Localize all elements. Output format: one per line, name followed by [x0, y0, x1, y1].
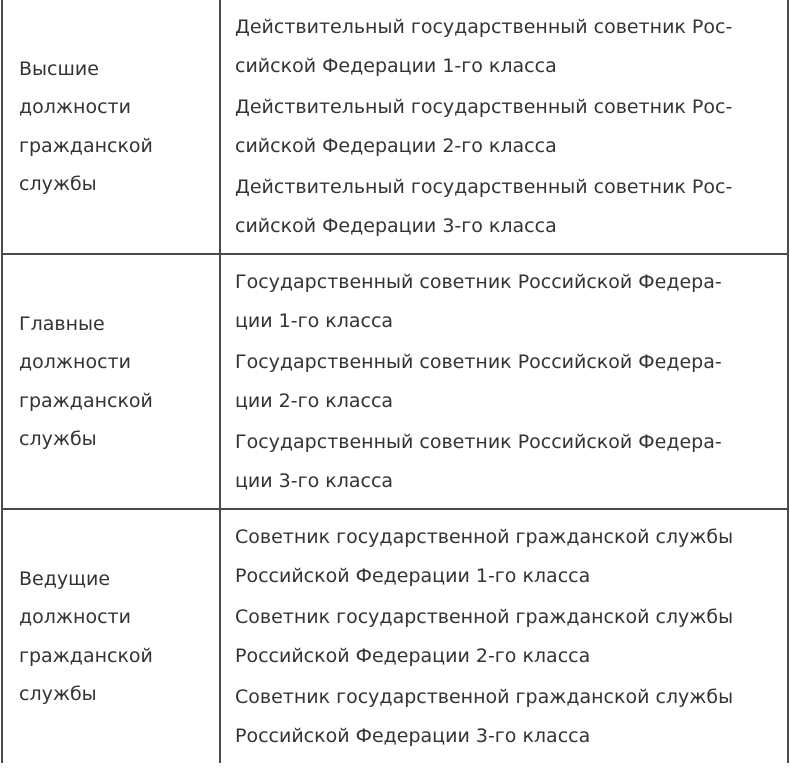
class-rank-line: Советник государственной гражданской службы [235, 526, 734, 548]
class-rank-item [235, 263, 787, 340]
class-rank-line: Российской Федерации 1-го класса [235, 564, 591, 587]
class-rank-item [235, 423, 787, 500]
class-rank-item [235, 168, 787, 245]
category-line: службы [19, 428, 97, 450]
position-category-cell [2, 254, 220, 509]
category-line: службы [19, 683, 97, 705]
class-rank-line: Действительный государственный советник Рос- [235, 176, 733, 198]
class-ranks-cell [220, 509, 788, 763]
category-line: гражданской [19, 389, 153, 412]
class-ranks-cell [220, 254, 788, 509]
class-ranks-cell [220, 0, 788, 254]
class-rank-line: ции 2-го класса [235, 389, 394, 412]
category-line: должности [19, 96, 131, 118]
category-line: должности [19, 351, 131, 373]
category-line: Ведущие [19, 567, 111, 590]
class-rank-line: Российской Федерации 3-го класса [235, 724, 591, 747]
class-rank-item [235, 678, 787, 755]
position-category-cell [2, 509, 220, 763]
class-rank-line: Государственный советник Российской Федера- [235, 271, 722, 293]
category-line: Высшие [19, 57, 99, 80]
class-rank-line: сийской Федерации 2-го класса [235, 134, 557, 157]
civil-service-ranks-table [1, 0, 789, 763]
class-rank-item [235, 518, 787, 595]
class-rank-item [235, 598, 787, 675]
class-rank-line: сийской Федерации 3-го класса [235, 214, 557, 237]
class-rank-item [235, 343, 787, 420]
class-rank-line: Советник государственной гражданской службы [235, 686, 734, 708]
position-category-cell [2, 0, 220, 254]
table-row [2, 254, 788, 509]
class-rank-line: сийской Федерации 1-го класса [235, 54, 557, 77]
class-rank-item [235, 8, 787, 85]
class-rank-line: ции 1-го класса [235, 309, 394, 332]
category-line: гражданской [19, 134, 153, 157]
class-rank-line: Действительный государственный советник Рос- [235, 96, 733, 118]
class-rank-line: ции 3-го класса [235, 469, 394, 492]
class-rank-line: Российской Федерации 2-го класса [235, 644, 591, 667]
class-rank-item [235, 88, 787, 165]
class-rank-line: Действительный государственный советник Рос- [235, 16, 733, 38]
table-row [2, 509, 788, 763]
class-rank-line: Государственный советник Российской Федера- [235, 351, 722, 373]
category-line: службы [19, 173, 97, 195]
class-rank-line: Государственный советник Российской Федера- [235, 431, 722, 453]
category-line: Главные [19, 312, 105, 335]
category-line: должности [19, 606, 131, 628]
class-rank-line: Советник государственной гражданской службы [235, 606, 734, 628]
table-row [2, 0, 788, 254]
category-line: гражданской [19, 644, 153, 667]
